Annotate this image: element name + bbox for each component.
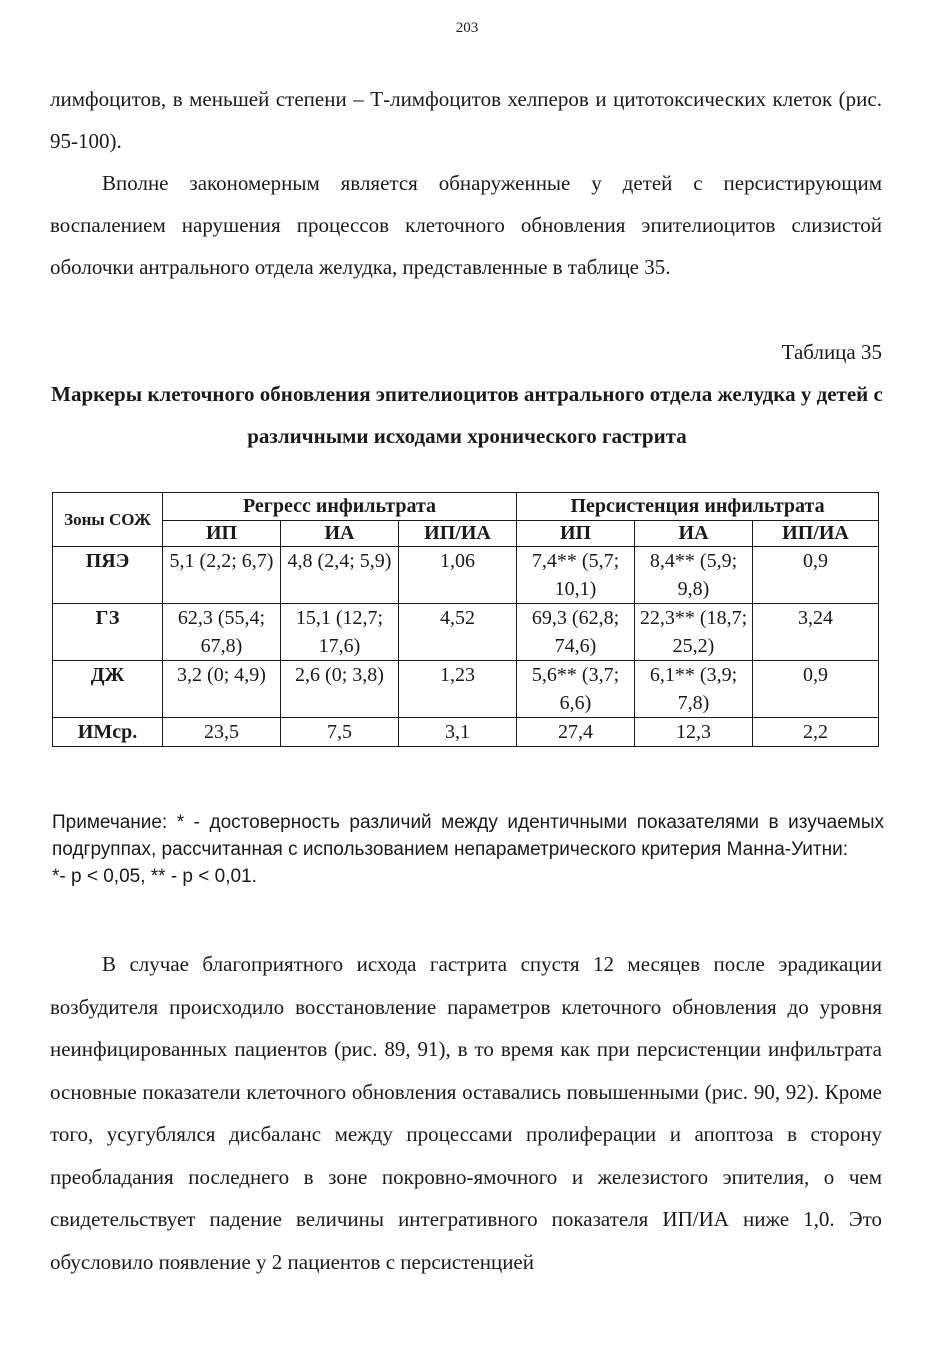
table-cell: 0,9 xyxy=(753,547,879,604)
table-cell: 0,9 xyxy=(753,661,879,718)
paragraph-intro: лимфоцитов, в меньшей степени – Т-лимфоцитов хелперов и цитотоксических клеток (рис. 95-100). xyxy=(50,87,882,153)
table-cell: 3,24 xyxy=(753,604,879,661)
table-cell: 4,8 (2,4; 5,9) xyxy=(281,547,399,604)
markers-table xyxy=(52,492,879,747)
table-cell: 2,2 xyxy=(753,718,879,747)
zone-cell: ПЯЭ xyxy=(53,547,163,604)
table-note xyxy=(52,809,884,890)
sub-header: ИП/ИА xyxy=(753,521,879,547)
table-cell: 3,1 xyxy=(399,718,517,747)
table-cell: 6,1** (3,9; 7,8) xyxy=(635,661,753,718)
zone-header: Зоны СОЖ xyxy=(53,493,163,547)
zone-cell: ИМср. xyxy=(53,718,163,747)
table-row xyxy=(53,718,879,747)
table-cell: 1,06 xyxy=(399,547,517,604)
sub-header: ИП/ИА xyxy=(399,521,517,547)
table-cell: 8,4** (5,9; 9,8) xyxy=(635,547,753,604)
zone-cell: ДЖ xyxy=(53,661,163,718)
table-cell: 22,3** (18,7; 25,2) xyxy=(635,604,753,661)
group-header-regress: Регресс инфильтрата xyxy=(163,493,517,521)
sub-header: ИП xyxy=(517,521,635,547)
sub-header: ИП xyxy=(163,521,281,547)
table-title: Маркеры клеточного обновления эпителиоцитов антрального отдела желудка у детей с различными исходами хронического гастрита xyxy=(51,382,883,448)
table-cell: 1,23 xyxy=(399,661,517,718)
table-cell: 7,4** (5,7; 10,1) xyxy=(517,547,635,604)
table-cell: 4,52 xyxy=(399,604,517,661)
table-cell: 12,3 xyxy=(635,718,753,747)
table-row xyxy=(53,547,879,604)
table-cell: 5,1 (2,2; 6,7) xyxy=(163,547,281,604)
table-cell: 5,6** (3,7; 6,6) xyxy=(517,661,635,718)
table-cell: 23,5 xyxy=(163,718,281,747)
table-label: Таблица 35 xyxy=(781,340,882,364)
sub-header: ИА xyxy=(281,521,399,547)
table-cell: 7,5 xyxy=(281,718,399,747)
page-number: 203 xyxy=(455,20,479,36)
note-main: Примечание: * - достоверность различий между идентичными показателями в изучаемых подгруппах, рассчитанная с использованием непараметрического критерия Манна-Уитни: xyxy=(52,812,884,860)
group-header-persistence: Персистенция инфильтрата xyxy=(517,493,879,521)
zone-cell: ГЗ xyxy=(53,604,163,661)
paragraph-second: Вполне закономерным является обнаруженные у детей с персистирующим воспалением нарушения процессов клеточного обновления эпителиоцитов слизистой оболочки антрального отдела желудка, представленные в таблице 35. xyxy=(50,171,882,279)
table-cell: 15,1 (12,7; 17,6) xyxy=(281,604,399,661)
table-cell: 62,3 (55,4; 67,8) xyxy=(163,604,281,661)
table-row xyxy=(53,661,879,718)
table-row xyxy=(53,604,879,661)
table-cell: 2,6 (0; 3,8) xyxy=(281,661,399,718)
sub-header: ИА xyxy=(635,521,753,547)
table-cell: 3,2 (0; 4,9) xyxy=(163,661,281,718)
paragraph-third: В случае благоприятного исхода гастрита спустя 12 месяцев после эрадикации возбудителя происходило восстановление параметров клеточного обновления до уровня неинфицированных пациентов (рис. 89, 91), в то время как при персистенции инфильтрата основные показатели клеточного обновления оставались повышенными (рис. 90, 92). Кроме того, усугублялся дисбаланс между процессами пролиферации и апоптоза в сторону преобладания последнего в зоне покровно-ямочного и железистого эпителия, о чем свидетельствует падение величины интегративного показателя ИП/ИА ниже 1,0. Это обусловило появление у 2 пациентов с персистенцией xyxy=(50,952,882,1274)
note-significance: *- p < 0,05, ** - p < 0,01. xyxy=(52,866,257,887)
table-cell: 69,3 (62,8; 74,6) xyxy=(517,604,635,661)
table-cell: 27,4 xyxy=(517,718,635,747)
